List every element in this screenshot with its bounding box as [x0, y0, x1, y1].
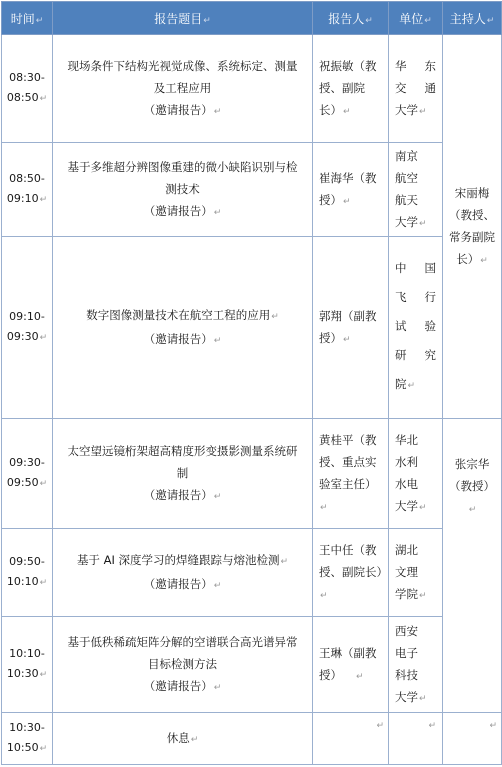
table-row: [2, 419, 502, 529]
table-row: [2, 35, 502, 143]
report-title-cell: 休息↵: [53, 713, 313, 765]
time-cell: 10:30- 10:50↵: [2, 713, 53, 765]
time-cell: 09:10- 09:30↵: [2, 237, 53, 419]
unit-cell: 南京 航空 航天 大学↵: [389, 143, 443, 237]
speaker-cell: 崔海华（教 授）↵: [313, 143, 389, 237]
schedule-table: [1, 1, 502, 765]
table-row: [2, 237, 502, 419]
report-title-cell: 数字图像测量技术在航空工程的应用↵ （邀请报告）↵: [53, 237, 313, 419]
time-cell: 10:10- 10:30↵: [2, 617, 53, 713]
header-unit: 单位↵: [389, 2, 443, 35]
unit-cell: ↵: [389, 713, 443, 765]
report-title-cell: 基于 AI 深度学习的焊缝跟踪与熔池检测↵ （邀请报告）↵: [53, 529, 313, 617]
unit-cell: 湖北 文理 学院↵: [389, 529, 443, 617]
unit-cell: 华 东 交 通 大学↵: [389, 35, 443, 143]
unit-cell: 中 国 飞 行 试 验 研 究 院↵: [389, 237, 443, 419]
header-speaker: 报告人↵: [313, 2, 389, 35]
host-cell: 宋丽梅 （教授、 常务副院 长）↵: [443, 35, 502, 419]
report-title-cell: 基于低秩稀疏矩阵分解的空谱联合高光谱异常 目标检测方法 （邀请报告）↵: [53, 617, 313, 713]
unit-cell: 西安 电子 科技 大学↵: [389, 617, 443, 713]
header-row: [2, 2, 502, 35]
table-row: [2, 617, 502, 713]
host-cell: ↵: [443, 713, 502, 765]
header-time: 时间↵: [2, 2, 53, 35]
speaker-cell: 祝振敏（教 授、副院 长）↵: [313, 35, 389, 143]
table-row: [2, 143, 502, 237]
report-title-cell: 基于多维超分辨图像重建的微小缺陷识别与检 测技术 （邀请报告）↵: [53, 143, 313, 237]
time-cell: 09:30- 09:50↵: [2, 419, 53, 529]
header-title: 报告题目↵: [53, 2, 313, 35]
time-cell: 08:50- 09:10↵: [2, 143, 53, 237]
report-title-cell: 现场条件下结构光视觉成像、系统标定、测量 及工程应用 （邀请报告）↵: [53, 35, 313, 143]
table-row: [2, 529, 502, 617]
speaker-cell: ↵: [313, 713, 389, 765]
report-title-cell: 太空望远镜桁架超高精度形变摄影测量系统研 制 （邀请报告）↵: [53, 419, 313, 529]
speaker-cell: 郭翔（副教 授）↵: [313, 237, 389, 419]
unit-cell: 华北 水利 水电 大学↵: [389, 419, 443, 529]
speaker-cell: 王中任（教 授、副院长）↵: [313, 529, 389, 617]
time-cell: 09:50- 10:10↵: [2, 529, 53, 617]
speaker-cell: 黄桂平（教 授、重点实 验室主任）↵: [313, 419, 389, 529]
table-row: [2, 713, 502, 765]
time-cell: 08:30- 08:50↵: [2, 35, 53, 143]
header-host: 主持人↵: [443, 2, 502, 35]
host-cell: 张宗华 （教授）↵: [443, 419, 502, 713]
speaker-cell: 王琳（副教 授） ↵: [313, 617, 389, 713]
